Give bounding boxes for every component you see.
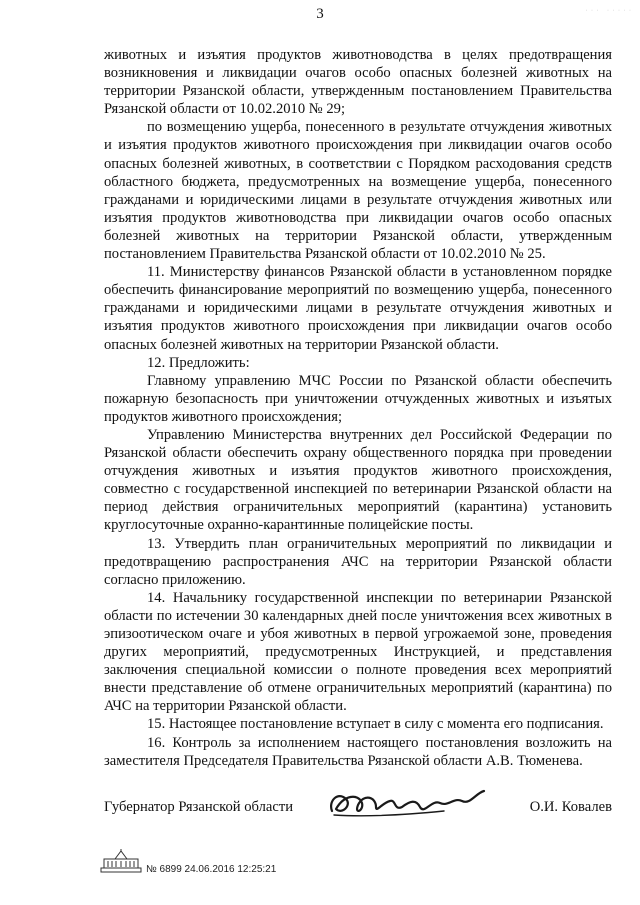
registration-stamp: № 6899 24.06.2016 12:25:21 <box>146 864 277 875</box>
paragraph: 11. Министерству финансов Рязанской области в установленном порядке обеспечить финансирование мероприятий по возмещению ущерба, понесенного гражданами и юридическими лицами в результате отчуждения животных и изъятия продуктов животного происхождения при ликвидации очагов особо опасных болезней животных на территории Рязанской области. <box>104 264 612 353</box>
footer <box>100 848 400 878</box>
paragraph: 13. Утвердить план ограничительных мероприятий по ликвидации и предотвращению распространения АЧС на территории Рязанской области согласно приложению. <box>104 535 612 588</box>
signatory-title: Губернатор Рязанской области <box>104 799 294 815</box>
paragraph: Главному управлению МЧС России по Рязанской области обеспечить пожарную безопасность при уничтожении отчужденных животных и изъятых продуктов животного происхождения; <box>104 372 612 425</box>
document-body <box>104 46 612 770</box>
paragraph: 16. Контроль за исполнением настоящего постановления возложить на заместителя Председателя Правительства Рязанской области А.В. Тюменева. <box>104 734 612 769</box>
signature-block <box>104 787 612 847</box>
paragraph: Управлению Министерства внутренних дел Российской Федерации по Рязанской области обеспечить охрану общественного порядка при проведении отчуждения животных и изъятия продуктов животного происхождения, совместно с государственной инспекцией по ветеринарии Рязанской области на период действия ограничительных мероприятий (карантина) установить круглосуточные охранно-карантинные полицейские посты. <box>104 426 612 534</box>
paragraph: 12. Предложить: <box>147 354 250 371</box>
scan-artifact: · · · · · · · · <box>585 8 632 14</box>
paragraph: по возмещению ущерба, понесенного в результате отчуждения животных и изъятия продуктов животного происхождения при ликвидации очагов особо опасных болезней животных, в соответствии с Порядком расходования средств областного бюджета, предусмотренных на возмещение ущерба, понесенного гражданами и юридическими лицами в результате отчуждения животных или изъятия продуктов животноводства при ликвидации очагов особо опасных болезней животных на территории Рязанской области, утвержденным постановлением Правительства Рязанской области от 10.02.2010 № 25. <box>104 119 612 263</box>
paragraph: 14. Начальнику государственной инспекции по ветеринарии Рязанской области по истечении 30 календарных дней после уничтожения всех животных в эпизоотическом очаге и убоя животных в первой угрожаемой зоне, проведения других мероприятий, предусмотренных Инструкцией, и представления заключения специальной комиссии о полноте проведения всех мероприятий внести представление об отмене ограничительных мероприятий (карантина) по АЧС на территории Рязанской области. <box>104 589 612 715</box>
paragraph: 15. Настоящее постановление вступает в силу с момента его подписания. <box>147 716 604 733</box>
signatory-name: О.И. Ковалев <box>529 799 612 815</box>
handwritten-signature <box>324 781 494 831</box>
page-number: 3 <box>316 6 324 22</box>
paragraph: животных и изъятия продуктов животноводства в целях предотвращения возникновения и ликвидации очагов особо опасных болезней животных на территории Рязанской области, утвержденным постановлением Правительства Рязанской области от 10.02.2010 № 29; <box>104 47 612 118</box>
building-logo-icon <box>100 848 142 874</box>
